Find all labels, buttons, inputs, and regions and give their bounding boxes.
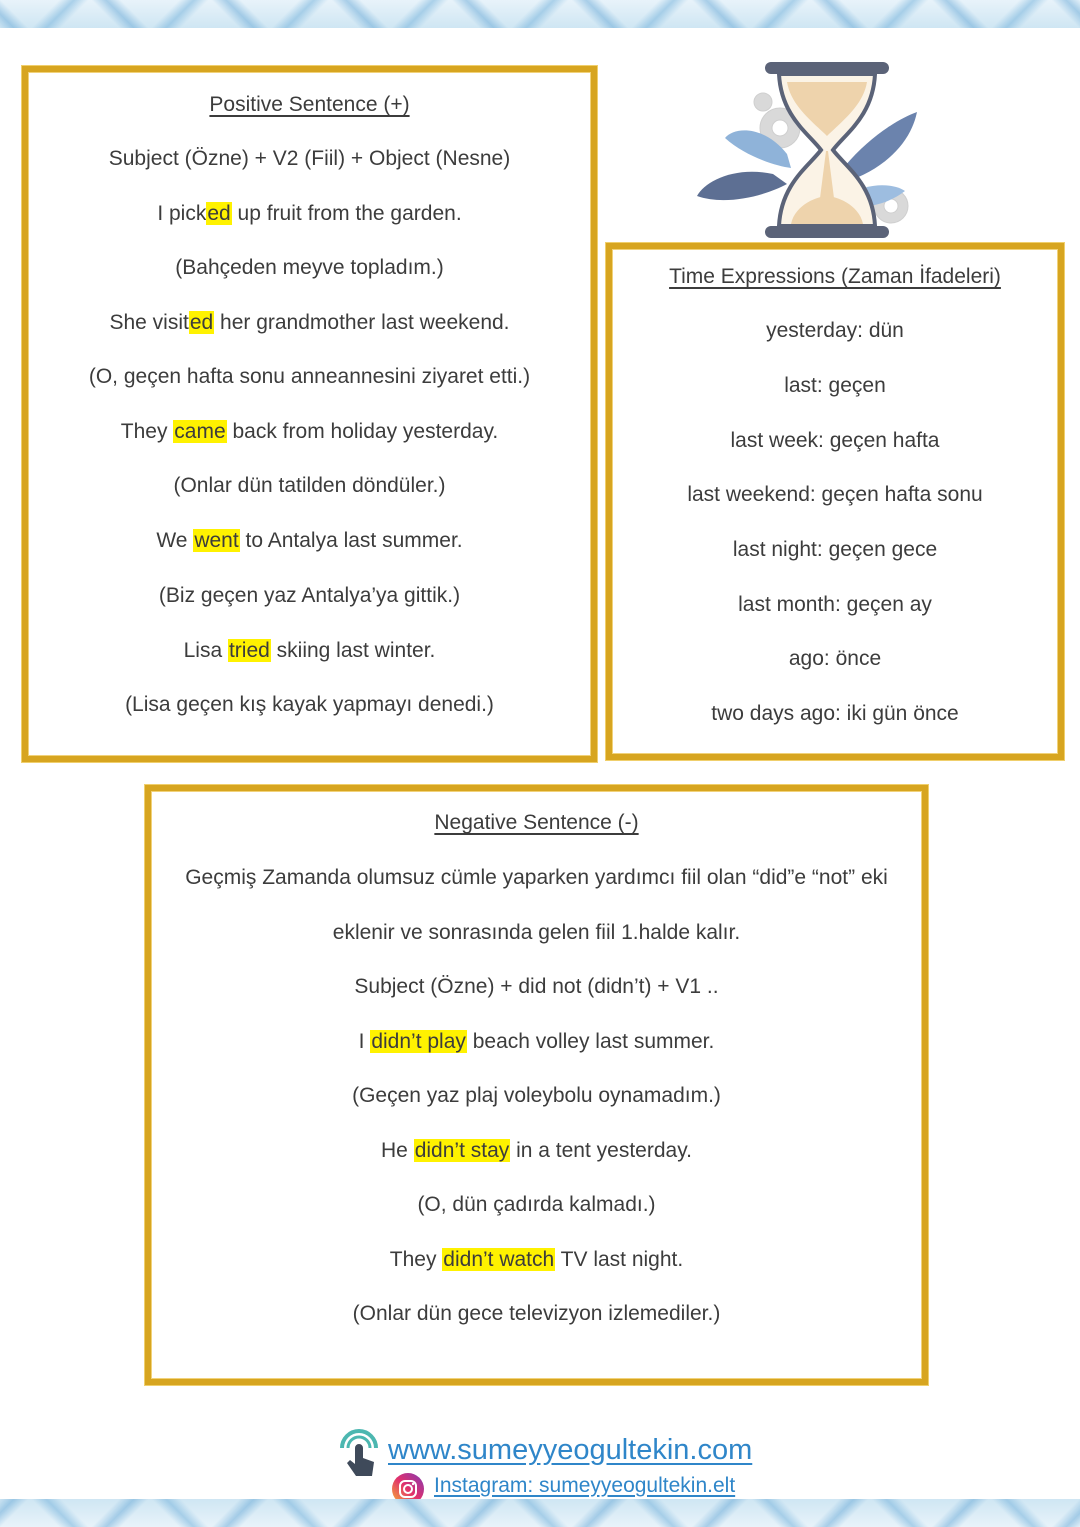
positive-example-2: She visited her grandmother last weekend. (109, 311, 510, 334)
negative-example-2: He didn’t stay in a tent yesterday. (381, 1139, 692, 1162)
time-item: last weekend: geçen hafta sonu (687, 483, 983, 506)
website-link[interactable]: www.sumeyyeogultekin.com (388, 1434, 753, 1466)
time-item: yesterday: dün (766, 319, 904, 342)
highlight: ed (207, 202, 231, 225)
highlight: tried (228, 639, 270, 662)
bottom-wave-decoration (0, 1499, 1080, 1527)
positive-translation-2: (O, geçen hafta sonu anneannesini ziyaret etti.) (88, 365, 531, 388)
time-item: last month: geçen ay (738, 593, 932, 616)
highlight: didn’t play (371, 1030, 466, 1053)
positive-translation-4: (Biz geçen yaz Antalya’ya gittik.) (158, 584, 461, 607)
negative-formula: Subject (Özne) + did not (didn’t) + V1 .. (354, 975, 719, 998)
positive-example-5: Lisa tried skiing last winter. (183, 639, 436, 662)
positive-example-4: We went to Antalya last summer. (156, 529, 463, 552)
negative-description-line-2: eklenir ve sonrasında gelen fiil 1.halde kalır. (332, 921, 741, 944)
time-item: last night: geçen gece (732, 538, 938, 561)
time-item: last week: geçen hafta (730, 429, 940, 452)
time-item: ago: önce (788, 647, 882, 670)
negative-heading: Negative Sentence (-) (434, 811, 639, 834)
positive-translation-3: (Onlar dün tatilden döndüler.) (173, 474, 446, 497)
negative-translation-1: (Geçen yaz plaj voleybolu oynamadım.) (352, 1084, 721, 1107)
negative-description-line-1: Geçmiş Zamanda olumsuz cümle yaparken yardımcı fiil olan “did”e “not” eki (185, 866, 888, 889)
negative-example-1: I didn’t play beach volley last summer. (358, 1030, 715, 1053)
hourglass-icon (695, 56, 925, 242)
time-heading: Time Expressions (Zaman İfadeleri) (669, 265, 1001, 288)
negative-translation-2: (O, dün çadırda kalmadı.) (417, 1193, 656, 1216)
instagram-link[interactable]: Instagram: sumeyyeogultekin.elt (434, 1474, 736, 1497)
positive-sentence-box (22, 66, 597, 762)
time-expressions-box (606, 243, 1064, 760)
highlight: went (194, 529, 239, 552)
negative-sentence-box (145, 785, 928, 1385)
time-item: last: geçen (784, 374, 886, 397)
positive-formula: Subject (Özne) + V2 (Fiil) + Object (Nesne) (108, 147, 511, 170)
top-wave-decoration (0, 0, 1080, 28)
highlight: ed (189, 311, 214, 334)
positive-example-3: They came back from holiday yesterday. (120, 420, 499, 443)
highlight: came (174, 420, 226, 443)
highlight: didn’t stay (414, 1139, 510, 1162)
negative-example-3: They didn’t watch TV last night. (389, 1248, 684, 1271)
touch-icon (336, 1426, 382, 1482)
positive-heading: Positive Sentence (+) (209, 93, 410, 116)
highlight: didn’t watch (443, 1248, 555, 1271)
negative-translation-3: (Onlar dün gece televizyon izlemediler.) (352, 1302, 721, 1325)
positive-example-1: I picked up fruit from the garden. (157, 202, 462, 225)
positive-translation-1: (Bahçeden meyve topladım.) (175, 256, 444, 279)
positive-translation-5: (Lisa geçen kış kayak yapmayı denedi.) (125, 693, 494, 716)
time-item: two days ago: iki gün önce (711, 702, 959, 725)
